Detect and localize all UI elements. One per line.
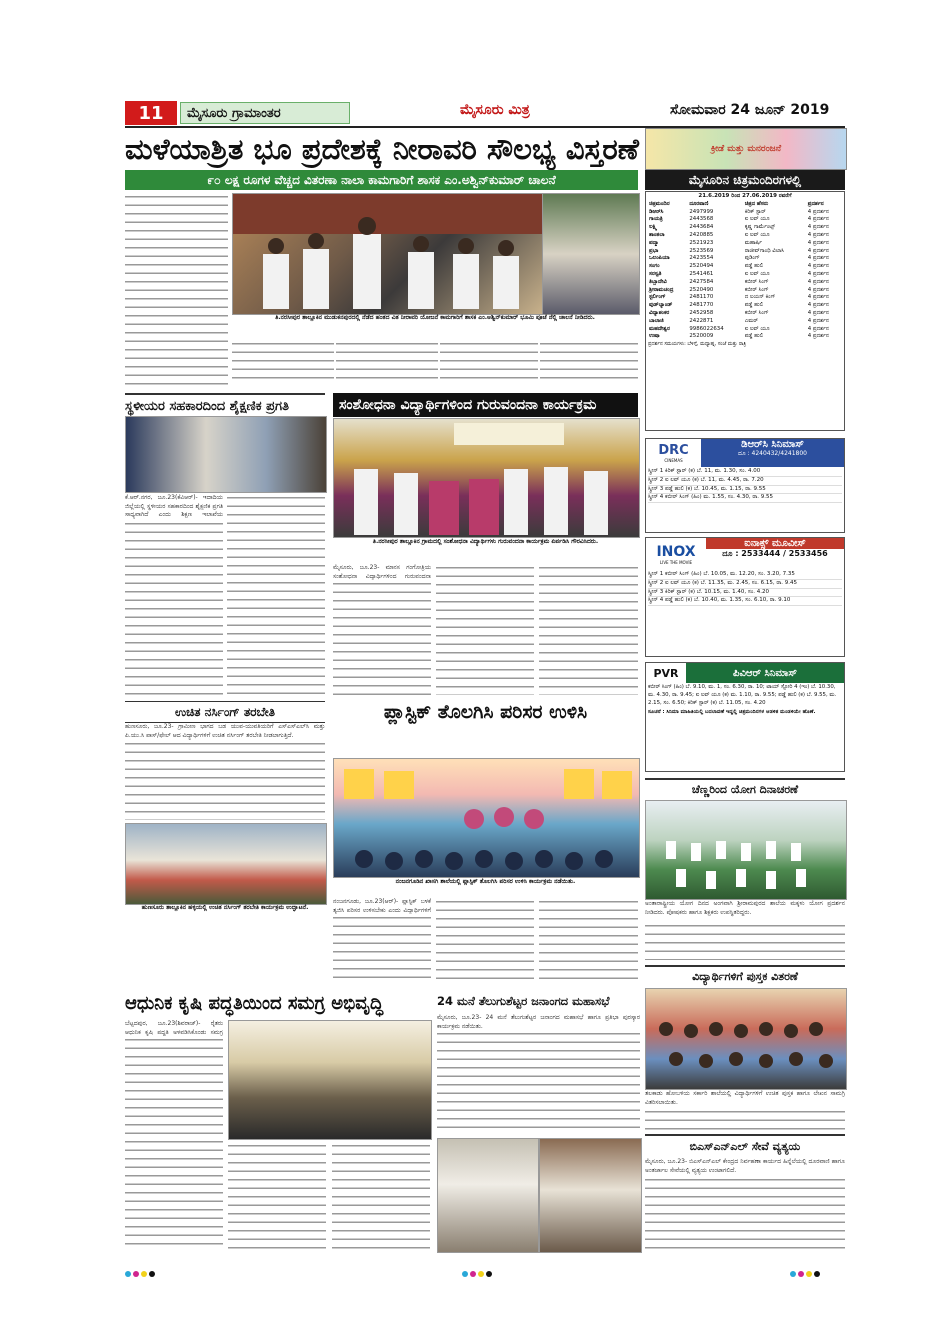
story-center1-col2 [436,564,534,695]
lead-body-col1 [125,193,228,385]
drc-logo-sub: CINEMAS [664,458,683,463]
story-center2-caption: ನಂಜನಗೂಡಿನ ಖಾಸಗಿ ಶಾಲೆಯಲ್ಲಿ ಪ್ಲಾಸ್ಟಿಕ್ ತೊಲಗಿಸಿ ಪರಿಸರ ಉಳಿಸಿ ಕಾರ್ಯಕ್ರಮ ನಡೆಯಿತು. [395,878,576,885]
inox-screen-line: ಸ್ಕ್ರೀನ್ 3 ಕಿರಿಕ್ ಸ್ಟಾರ್ (ಕ) ಬೆ. 10.15, ಮ. 1.40, ಸಂ. 4.20 [648,589,842,598]
paper-name: ಮೈಸೂರು ಮಿತ್ರ [460,102,530,118]
cinema-cell: 2521923 [689,239,714,246]
cinema-cell: ಗಾಯತ್ರಿ [649,216,663,223]
story-left2-headline: ಉಚಿತ ನರ್ಸಿಂಗ್ ತರಬೇತಿ [125,701,325,723]
cinema-cell: 4 ಪ್ರದರ್ಶನ [807,263,829,270]
story-center1-col3 [539,564,638,695]
cyan-dot [790,1271,796,1277]
story-center2-headline: ಪ್ಲಾಸ್ಟಿಕ್ ತೊಲಗಿಸಿ ಪರಿಸರ ಉಳಿಸಿ [383,701,588,723]
cinema-cell: ಕಬೀರ್ ಸಿಂಗ್ [744,309,769,316]
story-bottom2-photo-1 [437,1138,539,1253]
cinema-header-cell: ಚಿತ್ರದ ಹೆಸರು [744,200,769,207]
drc-logo-text: DRC [658,443,689,458]
cinema-footnote: ಪ್ರದರ್ಶನ ಸಮಯಗಳು: ಬೆಳಿಗ್ಗೆ, ಮಧ್ಯಾಹ್ನ, ಸಂಜೆ ಮತ್ತು ರಾತ್ರಿ [648,341,747,348]
cinema-cell: 4 ಪ್ರದರ್ಶನ [807,278,829,285]
inox-logo-text: INOX [656,543,696,560]
pvr-logo [646,663,686,683]
inox-header [646,538,844,570]
cinema-cell: ಒಲಂಪಿಯಾ [649,255,670,262]
cinema-cell: 4 ಪ್ರದರ್ಶನ [807,208,829,215]
inox-box [645,537,845,657]
cinema-row [648,333,842,341]
cinema-cell: ಲಕ್ಷ್ಮಿ [649,224,658,231]
yellow-dot [141,1271,147,1277]
cinema-table [648,201,842,341]
cinema-cell: 4 ಪ್ರದರ್ಶನ [807,239,829,246]
story-center2-photo [333,758,640,878]
pvr-listing: ಕಬೀರ್ ಸಿಂಗ್ (ಹಿಂ) ಬೆ. 9.10, ಮ. 1, ಸಂ. 6.30, ರಾ. 10; ಟಾಯ್ ಸ್ಟೋರಿ 4 (ಇಂ) ಬೆ. 10.30, ಮ. 4.30, ರಾ. 9.45; ಐ ಲವ್ ಯೂ (ಕ) ಮ. 1.10, ರಾ. 9.55; ಪಡ್ಡೆ ಹುಲಿ (ಕ) ಬೆ. 9.55, ಮ. 2.15, ಸಂ. 6.50; ಕಿರಿಕ್ ಸ್ಟಾರ್ (ಕ) ಬೆ. 11.05, ಸಂ. 4.20 [648,684,837,706]
drc-phone: ದೂ : 4240432/4241800 [737,450,807,457]
story-center2-photo-figures [334,759,639,877]
lead-photo-1-figures [233,194,543,314]
cinema-cell: 4 ಪ್ರದರ್ಶನ [807,317,829,324]
cinema-row [648,209,842,217]
cinema-cell: ಪಡ್ಡೆ ಹುಲಿ [744,333,764,340]
page-number [125,101,177,125]
cinema-cell: 4 ಪ್ರದರ್ಶನ [807,325,829,332]
cinema-cell: 2452958 [689,309,714,316]
pvr-note: ಸೂಚನೆ : ಸಿನಿಮಾ ಮಾಹಿತಿಯಲ್ಲಿ ಬದಲಾವಣೆ ಇದ್ದಲ್ಲಿ ಚಿತ್ರಮಂದಿರಗಳ ಆಡಳಿತ ಮಂಡಳಿಯೇ ಹೊಣೆ. [648,709,816,716]
cinema-row [648,255,842,263]
cinema-cell: ಐ ಲವ್ ಯೂ [744,270,770,277]
cinema-cell: ಪಡ್ಡೆ ಹುಲಿ [744,263,764,270]
inox-screen-line: ಸ್ಕ್ರೀನ್ 2 ಐ ಲವ್ ಯೂ (ಕ) ಬೆ. 11.35, ಮ. 2.45, ಸಂ. 6.15, ರಾ. 9.45 [648,580,842,589]
cinema-cell: 2520490 [689,286,714,293]
cinema-cell: 2423554 [689,255,714,262]
yoga-photo-figures [646,801,846,899]
cinema-row [648,263,842,271]
cinema-cell: 2541461 [689,270,714,277]
lead-body-col4 [440,340,538,385]
registration-marks-left [125,1262,157,1281]
yellow-dot [478,1271,484,1277]
cinema-row [648,232,842,240]
cinema-cell: ಬಾಲಾಜಿ [649,317,664,324]
story-center1-body: ಮೈಸೂರು, ಜೂ.23- ಮಾನಸ ಗಂಗೋತ್ರಿಯ ಸಂಶೋಧನಾ ವಿದ್ಯಾರ್ಥಿಗಳಿಂದ ಗುರುವಂದನಾ [333,564,431,580]
bsnl-body: ಮೈಸೂರು, ಜೂ.23- ಬಿಎಸ್‌ಎನ್‌ಎಲ್ ಕೇಂದ್ರದ ನಿರ್ವಹಣಾ ಕಾರ್ಯದ ಹಿನ್ನೆಲೆಯಲ್ಲಿ ದೂರವಾಣಿ ಹಾಗೂ ಅಂತರ್ಜಾಲ ಸೇವೆಯಲ್ಲಿ ವ್ಯತ್ಯಯ ಉಂಟಾಗಲಿದೆ. [645,1158,845,1174]
lead-photo-2 [542,193,640,315]
yoga-headline: ಚೆಣ್ಣರಿಂದ ಯೋಗ ದಿನಾಚರಣೆ [645,778,845,800]
section-name: ಮೈಸೂರು ಗ್ರಾಮಾಂತರ [180,102,350,124]
story-bottom1-headline: ಆಧುನಿಕ ಕೃಷಿ ಪದ್ಧತಿಯಿಂದ ಸಮಗ್ರ ಅಭಿವೃದ್ಧಿ [125,993,384,1014]
story-bottom2-headline: 24 ಮನೆ ತೆಲುಗುಶೆಟ್ಟರ ಜನಾಂಗದ ಮಹಾಸಭೆ [437,994,610,1008]
cinema-cell: ಸ್ಟರ್ಲಿಂಗ್ [649,294,666,301]
registration-marks-right [790,1262,822,1281]
books-photo-figures [646,989,846,1089]
cinema-cell: 2422871 [689,317,714,324]
story-left2-body: ಹುಣಸೂರು, ಜೂ.23- ಗ್ರಾಮೀಣ ಭಾಗದ ಬಡ ಯುವ-ಯುವತಿಯರಿಗೆ ಎಸ್‌ಎಸ್‌ಎಲ್‌ಸಿ ಮತ್ತು ಪಿ.ಯು.ಸಿ ಪಾಸ್/ಫೇಲ್ ಆದ ವಿದ್ಯಾರ್ಥಿಗಳಿಗೆ ಉಚಿತ ನರ್ಸಿಂಗ್ ತರಬೇತಿ ನೀಡಲಾಗುತ್ತಿದೆ. [125,723,325,739]
cinema-cell: 2443568 [689,216,714,223]
story-center1-col1 [333,580,431,695]
magenta-dot [133,1271,139,1277]
story-center2-col1 [333,914,431,984]
inox-phone: ದೂ : 2533444 / 2533456 [722,549,828,558]
story-left1-col2 [227,494,325,695]
story-left2-caption: ಹುಣಸೂರು ತಾಲ್ಲೂಕಿನ ಹಳ್ಳಿಯಲ್ಲಿ ಉಚಿತ ನರ್ಸಿಂಗ್ ತರಬೇತಿ ಕಾರ್ಯಕ್ರಮ ಉದ್ಘಾಟನೆ. [141,904,309,911]
bsnl-headline: ಬಿಎಸ್‌ಎನ್‌ಎಲ್ ಸೇವೆ ವ್ಯತ್ಯಯ [645,1134,845,1158]
cinema-row [648,294,842,302]
cinema-cell: 4 ಪ್ರದರ್ಶನ [807,216,829,223]
inox-screen-line: ಸ್ಕ್ರೀನ್ 1 ಕಬೀರ್ ಸಿಂಗ್ (ಹಿಂ) ಬೆ. 10.05, ಮ. 12.20, ಸಂ. 3.20, 7.35 [648,571,842,580]
cinema-cell: ಪುಡಿಂಗ್ [744,255,760,262]
cinema-cell: 2420885 [689,231,714,238]
cinema-cell: ಪದ್ಮಾ [649,239,659,246]
lead-caption: ತಿ.ನರಸೀಪುರ ತಾಲ್ಲೂಕಿನ ಮುಡುಕನಪುರದಲ್ಲಿ ನೆಡೆದ ಹಂತದ ವಿತ ನೀರಾವರಿ ಯೋಜನೆ ಕಾಮಗಾರಿಗೆ ಶಾಸಕ ಎಂ.ಅಶ್ವಿನ್‌ಕುಮಾರ್ ಭೂಮಿ ಪೂಜೆ ನೆಲ್ಲಿ ಚಾಲನೆ ನೀಡಿದರು. [275,314,595,321]
drc-screens [646,467,844,504]
sports-banner [645,128,847,170]
story-center2-col2 [436,898,534,984]
cinema-cell: 4 ಪ್ರದರ್ಶನ [807,309,829,316]
cinema-cell: 4 ಪ್ರದರ್ಶನ [807,270,829,277]
cinema-cell: ಕಬೀರ್ ಸಿಂಗ್ [744,286,769,293]
magenta-dot [470,1271,476,1277]
drc-title: ಡಿಆರ್‌ಸಿ ಸಿನಿಮಾಸ್ [741,439,804,450]
cinema-header-cell: ದೂರವಾಣಿ [689,200,709,207]
cinema-row [648,271,842,279]
inox-screen-line: ಸ್ಕ್ರೀನ್ 4 ಪಡ್ಡೆ ಹುಲಿ (ಕ) ಬೆ. 10.40, ಮ. 1.35, ಸಂ. 6.10, ರಾ. 9.10 [648,597,842,606]
cinema-cell: ಕಬೀರ್ ಸಿಂಗ್ [744,278,769,285]
lead-body-col5 [540,340,638,385]
cinema-cell: ಪ್ರಭಾ [649,247,659,254]
bsnl-text [645,1176,845,1252]
cinema-cell: 2443684 [689,224,714,231]
lead-body-col3 [336,340,438,385]
cinema-cell: 4 ಪ್ರದರ್ಶನ [807,286,829,293]
cinema-cell: 4 ಪ್ರದರ್ಶನ [807,302,829,309]
cinema-cell: 4 ಪ್ರದರ್ಶನ [807,255,829,262]
story-center1-caption: ತಿ.ನರಸೀಪುರ ತಾಲ್ಲೂಕಿನ ಗ್ರಾಮದಲ್ಲಿ ಸಂಶೋಧನಾ ವಿದ್ಯಾರ್ಥಿಗಳು ಗುರುವಂದನಾ ಕಾರ್ಯಕ್ರಮ ಏರ್ಪಡಿಸಿ ಗೌರವಿಸಿದರು. [372,538,599,545]
cinema-cell: ಪಡ್ಡೆ ಹುಲಿ [744,302,764,309]
inox-title-block [706,538,844,570]
lead-body-col2 [232,340,334,385]
cinema-cell: ರಾಜೀವ್‌ಗಾಂಧಿ ವಿಲಾಸಿ [744,247,785,254]
cinema-daterange: 21.6.2019 ರಿಂದ 27.06.2019 ರವರೆಗೆ [698,193,792,199]
cyan-dot [462,1271,468,1277]
story-center2-body: ನಂಜನಗೂಡು, ಜೂ.23(ಆರ್)- ಪ್ಲಾಸ್ಟಿಕ್ ಬಳಕೆ ತ್ಯಜಿಸಿ ಪರಿಸರ ಉಳಿಸಬೇಕು ಎಂದು ವಿದ್ಯಾರ್ಥಿಗಳಿಗೆ [333,898,431,914]
cinema-cell: 2481170 [689,294,714,301]
black-dot [486,1271,492,1277]
inox-logo-sub: LIVE THE MOVIE [659,559,693,565]
drc-title-block [701,439,844,467]
story-left1-headline: ಸ್ಥಳೀಯರ ಸಹಕಾರದಿಂದ ಶೈಕ್ಷಣಿಕ ಪ್ರಗತಿ [125,393,325,417]
cinema-cell: 2520494 [689,263,714,270]
books-photo [645,988,847,1090]
story-bottom1-col1 [125,1036,223,1251]
cinema-cell: ಮಹಾರ್ಷಿ [744,239,762,246]
lead-photo-1 [232,193,544,315]
yoga-body: ಅಂತಾರಾಷ್ಟ್ರೀಯ ಯೋಗ ದಿನದ ಅಂಗವಾಗಿ ಶ್ರೀರಾಮಪುರದ ಶಾಲೆಯ ಮಕ್ಕಳು ಯೋಗ ಪ್ರದರ್ಶನ ನೀಡಿದರು. ಪೋಷಕರು ಹಾಗೂ ಶಿಕ್ಷಕರು ಉಪಸ್ಥಿತರಿದ್ದರು. [645,900,845,916]
story-bottom2-photo-2 [539,1138,642,1253]
pvr-logo-text: PVR [653,666,679,680]
story-bottom2-body: ಮೈಸೂರು, ಜೂ.23- 24 ಮನೆ ತೆಲುಗುಶೆಟ್ಟರ ಜನಾಂಗದ ಮಹಾಸಭೆ ಹಾಗೂ ಪ್ರತಿಭಾ ಪುರಸ್ಕಾರ ಕಾರ್ಯಕ್ರಮ ನಡೆಯಿತು. [437,1014,640,1030]
cinema-cell: ಡಿಆರ್‌ಸಿ [649,208,664,215]
cinema-cell: ಕೃಷ್ಣ ಗಾರ್ಮೆಂಟ್ಸ್ [744,224,776,231]
cinema-cell: ಶಾಂತಲಾ [649,231,665,238]
cinema-cell: ಐ ಲವ್ ಯೂ [744,231,770,238]
cinema-table-box [645,191,845,431]
story-center2-col3 [539,898,638,984]
inox-title: ಐನಾಕ್ಸ್ ಮೂವೀಸ್ [706,538,844,549]
pvr-title: ಪಿವಿಆರ್ ಸಿನಿಮಾಸ್ [733,667,797,679]
cinema-cell: 4 ಪ್ರದರ್ಶನ [807,231,829,238]
books-body: ತಲಕಾಡು ಹೋಬಳಿಯ ಸರ್ಕಾರಿ ಶಾಲೆಯಲ್ಲಿ ವಿದ್ಯಾರ್ಥಿಗಳಿಗೆ ಉಚಿತ ಪುಸ್ತಕ ಹಾಗೂ ಲೇಖನ ಸಾಮಗ್ರಿ ವಿತರಿಸಲಾಯಿತು. [645,1090,845,1106]
inox-logo [646,538,706,570]
drc-box [645,438,845,533]
story-left1-body: ಕೆ.ಆರ್.ನಗರ, ಜೂ.23(ಕೆವಿಆರ್)- ಇದಾದಿಯ ಜಿಲ್ಲೆಯಲ್ಲಿ ಸ್ಥಳೀಯರ ಸಹಕಾರದಿಂದ ಶೈಕ್ಷಣಿಕ ಪ್ರಗತಿ ಸಾಧ್ಯವಾಗಿದೆ ಎಂದು ಶಿಕ್ಷಣ ಇಲಾಖೆಯ [125,494,223,518]
cinema-cell: ಶ್ರೀರಾಮಚಂದ್ರ [649,286,674,293]
drc-header [646,439,844,467]
story-left1-col1 [125,520,223,695]
cinema-cell: ಮಹದೇಶ್ವರ [649,325,670,332]
cinema-row [648,302,842,310]
cinema-cell: 2427584 [689,278,714,285]
story-bottom1-col2 [228,1142,326,1252]
cinema-cell: ದ ಲಯನ್ ಕಿಂಗ್ [744,294,776,301]
cinema-cell: ವಿದ್ಯಾಶಂಕರ [649,309,670,316]
story-center1-photo [333,418,640,538]
story-bottom1-photo [228,1020,432,1140]
story-bottom2-text [437,1030,640,1135]
page-number-text: 11 [138,102,164,124]
cinema-row [648,318,842,326]
cinema-cell: 2523569 [689,247,714,254]
cinema-row [648,224,842,232]
cinema-cell: ಐ ಲವ್ ಯೂ [744,325,770,332]
registration-marks-center [462,1262,494,1281]
drc-screen-line: ಸ್ಕ್ರೀನ್ 3 ಪಡ್ಡೆ ಹುಲಿ (ಕ) ಬೆ. 10.45, ಮ. 1.15, ರಾ. 9.55 [648,486,842,495]
inox-screens [646,570,844,607]
story-left2-photo [125,823,327,905]
cinema-row [648,326,842,334]
story-center1-photo-figures [334,419,639,537]
cinema-cell: 9986022634 [689,325,724,332]
story-bottom1-col3 [332,1142,430,1252]
cinema-cell: 4 ಪ್ರದರ್ಶನ [807,224,829,231]
cinema-cell: 2497999 [689,208,714,215]
drc-screen-line: ಸ್ಕ್ರೀನ್ 4 ಕಬೀರ್ ಸಿಂಗ್ (ಹಿಂ) ಮ. 1.55, ಸಂ. 4.30, ರಾ. 9.55 [648,494,842,503]
story-bottom1-body: ಬೆಟ್ಟದಪುರ, ಜೂ.23(ಶಿವರಾಜ್)- ರೈತರು ಆಧುನಿಕ ಕೃಷಿ ಪದ್ಧತಿ ಅಳವಡಿಸಿಕೊಂಡು ಸಮಗ್ರ [125,1020,223,1036]
cinema-cell: ತಿಬ್ಬಾದೇವಿ [649,278,667,285]
sports-banner-text: ಕ್ರೀಡೆ ಮತ್ತು ಮನರಂಜನೆ [710,144,782,154]
cinema-row [648,240,842,248]
cinema-cell: 4 ಪ್ರದರ್ಶನ [807,333,829,340]
story-left2-text [125,740,325,820]
lead-subhead: ೯೦ ಲಕ್ಷ ರೂಗಳ ವೆಚ್ಚದ ವಿತರಣಾ ನಾಲಾ ಕಾಮಗಾರಿಗೆ ಶಾಸಕ ಎಂ.ಅಶ್ವಿನ್‌ಕುಮಾರ್ ಚಾಲನೆ [125,170,638,190]
cinema-cell: ಕಿರಿಕ್ ಸ್ಟಾರ್ [744,208,766,215]
magenta-dot [798,1271,804,1277]
lead-headline: ಮಳೆಯಾಶ್ರಿತ ಭೂ ಪ್ರದೇಶಕ್ಕೆ ನೀರಾವರಿ ಸೌಲಭ್ಯ ವಿಸ್ತರಣೆ [125,132,639,166]
cinema-cell: 4 ಪ್ರದರ್ಶನ [807,294,829,301]
issue-date: ಸೋಮವಾರ 24 ಜೂನ್ 2019 [670,102,830,118]
cinema-cell: 2520009 [689,333,714,340]
cinema-row [648,310,842,318]
cinema-cell: ಸರಸ್ವತಿ [649,270,662,277]
books-text [645,1108,845,1130]
cinema-header-cell: ಪ್ರದರ್ಶನ [807,200,824,207]
cinema-cell: 4 ಪ್ರದರ್ಶನ [807,247,829,254]
cinema-row [648,287,842,295]
black-dot [149,1271,155,1277]
cinema-cell: ಉಷಾ [649,333,660,340]
pvr-header [646,663,844,683]
books-headline: ವಿದ್ಯಾರ್ಥಿಗಳಿಗೆ ಪುಸ್ತಕ ವಿತರಣೆ [645,965,845,987]
cinema-row [648,216,842,224]
cinema-cell: 2481770 [689,302,714,309]
yoga-text [645,922,845,960]
black-dot [814,1271,820,1277]
story-center1-headline: ಸಂಶೋಧನಾ ವಿದ್ಯಾರ್ಥಿಗಳಿಂದ ಗುರುವಂದನಾ ಕಾರ್ಯಕ್ರಮ [333,393,638,417]
pvr-box [645,662,845,772]
drc-logo [646,439,701,467]
drc-screen-line: ಸ್ಕ್ರೀನ್ 1 ಕಿರಿಕ್ ಸ್ಟಾರ್ (ಕ) ಬೆ. 11, ಮ. 1.30, ಸಂ. 4.00 [648,468,842,477]
cinema-cell: ಎಮರ್ [744,317,758,324]
yellow-dot [806,1271,812,1277]
cinema-cell: ವುಡ್‌ಲ್ಯಾಂಡ್ [649,302,673,309]
cinema-row [648,279,842,287]
cinema-row [648,248,842,256]
cinema-cell: ಐ ಲವ್ ಯೂ [744,216,770,223]
cinema-title: ಮೈಸೂರಿನ ಚಿತ್ರಮಂದಿರಗಳಲ್ಲಿ [645,170,845,190]
cinema-header-cell: ಚಿತ್ರಮಂದಿರ [649,200,670,207]
cinema-cell: ಸಂಗಂ [649,263,660,270]
cyan-dot [125,1271,131,1277]
drc-screen-line: ಸ್ಕ್ರೀನ್ 2 ಐ ಲವ್ ಯೂ (ಕ) ಬೆ. 11, ಮ. 4.45, ರಾ. 7.20 [648,477,842,486]
yoga-photo [645,800,847,900]
story-left1-photo [125,416,327,493]
